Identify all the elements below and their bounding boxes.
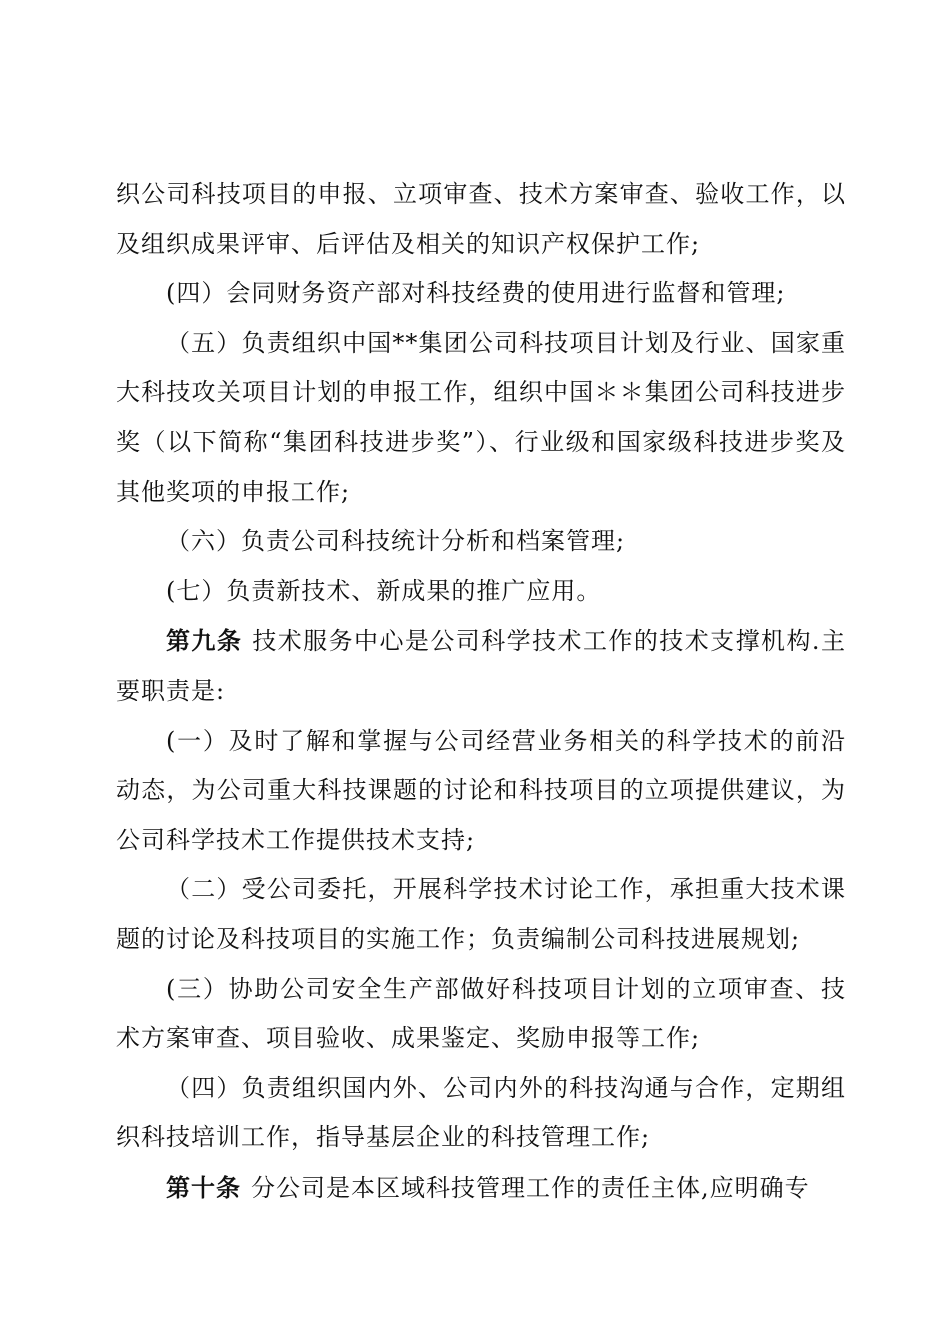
paragraph-art9-item-2: （二）受公司委托，开展科学技术讨论工作，承担重大技术课题的讨论及科技项目的实施工作；负责编制公司科技进展规划; — [116, 875, 846, 953]
article-heading: 第九条 — [166, 626, 243, 656]
document-body — [116, 170, 846, 1213]
article-heading: 第十条 — [166, 1172, 241, 1202]
article-text: 分公司是本区域科技管理工作的责任主体,应明确专 — [251, 1173, 810, 1202]
paragraph-item-4: (四）会同财务资产部对科技经费的使用进行监督和管理; — [166, 279, 786, 308]
paragraph-item-7: (七）负责新技术、新成果的推广应用。 — [166, 576, 602, 605]
article-text: 技术服务中心是公司科学技术工作的技术支撑机构.主要职责是: — [116, 627, 846, 705]
paragraph-art9-item-1: (一）及时了解和掌握与公司经营业务相关的科学技术的前沿动态，为公司重大科技课题的讨论和科技项目的立项提供建议，为公司科学技术工作提供技术支持; — [116, 726, 846, 854]
paragraph-item-6: （六）负责公司科技统计分析和档案管理; — [166, 527, 626, 556]
paragraph-article-9 — [116, 616, 846, 716]
paragraph-article-10 — [116, 1163, 846, 1214]
paragraph-item-5: （五）负责组织中国**集团公司科技项目计划及行业、国家重大科技攻关项目计划的申报工作，组织中国＊＊集团公司科技进步奖（以下简称“集团科技进步奖”）、行业级和国家级科技进步奖及其他奖项的申报工作; — [116, 328, 846, 506]
paragraph-art9-item-3: (三）协助公司安全生产部做好科技项目计划的立项审查、技术方案审查、项目验收、成果鉴定、奖励申报等工作; — [116, 974, 846, 1053]
paragraph-continuation: 织公司科技项目的申报、立项审查、技术方案审查、验收工作，以及组织成果评审、后评估及相关的知识产权保护工作; — [116, 180, 846, 258]
paragraph-art9-item-4: （四）负责组织国内外、公司内外的科技沟通与合作，定期组织科技培训工作，指导基层企业的科技管理工作; — [116, 1073, 846, 1152]
